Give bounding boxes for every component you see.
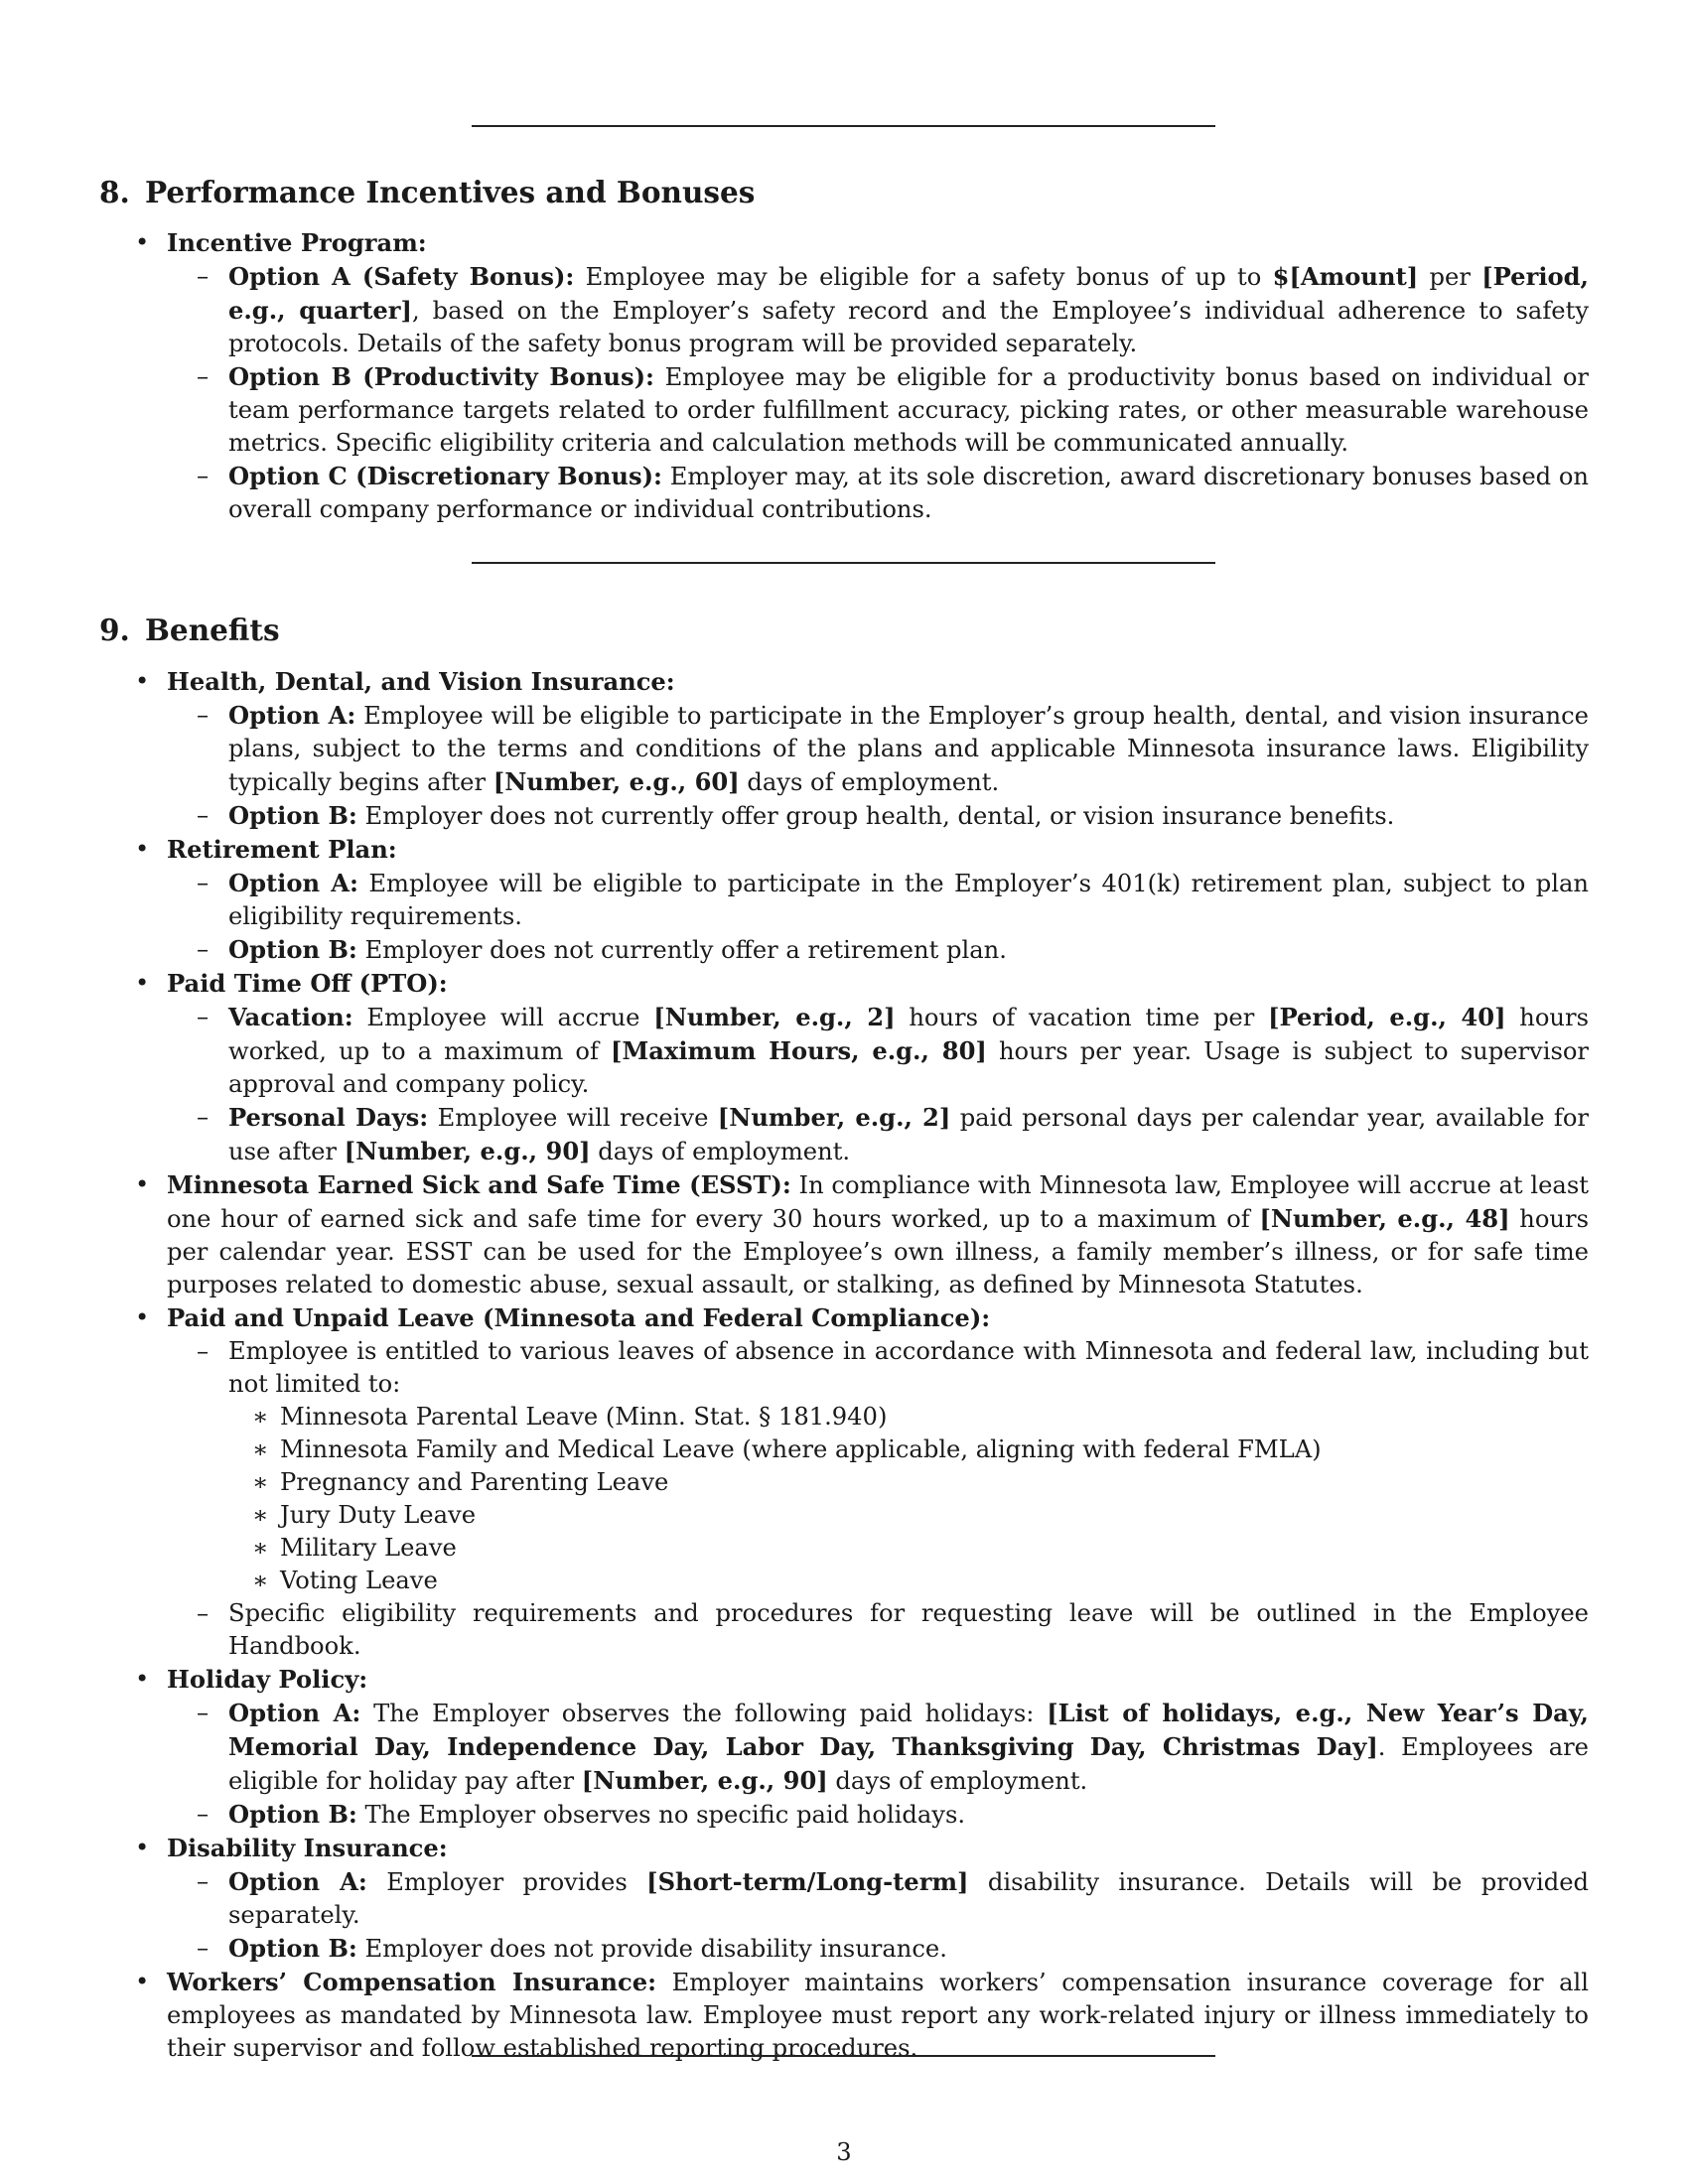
star-marker: ∗ bbox=[252, 1567, 269, 1594]
option-label: Option A: bbox=[228, 701, 356, 730]
dash-marker: – bbox=[197, 1337, 210, 1365]
option-text: Employer does not currently offer group health, dental, or vision insurance benefits. bbox=[356, 802, 1395, 830]
placeholder-number: [Number, e.g., 48] bbox=[1259, 1204, 1510, 1233]
bullet-marker: • bbox=[135, 1665, 150, 1693]
list-item-retirement-plan bbox=[99, 833, 1589, 967]
leave-type-item bbox=[228, 1499, 1589, 1532]
leave-intro-text: Employee is entitled to various leaves of absence in accordance with Minnesota and federal law, including but not limited to: bbox=[228, 1337, 1589, 1398]
list-item-leave bbox=[99, 1301, 1589, 1663]
holiday-option-a bbox=[167, 1697, 1589, 1798]
horizontal-rule bbox=[472, 2055, 1215, 2057]
leave-type-text: Jury Duty Leave bbox=[280, 1501, 477, 1529]
leave-type-text: Pregnancy and Parenting Leave bbox=[280, 1468, 669, 1496]
option-label: Vacation: bbox=[228, 1003, 353, 1031]
placeholder-term-type: [Short-term/Long-term] bbox=[646, 1867, 969, 1896]
section-number: 9. bbox=[99, 613, 130, 647]
option-text: . Employees are eligible for holiday pay after bbox=[228, 1733, 1589, 1795]
retirement-option-b bbox=[167, 933, 1589, 967]
item-label: Incentive Program: bbox=[167, 228, 427, 257]
section-9-body bbox=[99, 665, 1589, 2065]
star-marker: ∗ bbox=[252, 1501, 269, 1529]
option-label: Option A: bbox=[228, 1699, 361, 1727]
pto-vacation bbox=[167, 1001, 1589, 1101]
option-text: Employer provides bbox=[366, 1868, 647, 1896]
option-text: The Employer observes no specific paid holidays. bbox=[356, 1801, 966, 1829]
bullet-marker: • bbox=[135, 835, 150, 863]
option-text: Employer does not currently offer a retirement plan. bbox=[356, 936, 1007, 964]
leave-closing bbox=[167, 1597, 1589, 1663]
section-title: Performance Incentives and Bonuses bbox=[145, 175, 756, 209]
list-item-disability-insurance bbox=[99, 1832, 1589, 1966]
leave-type-text: Voting Leave bbox=[280, 1567, 438, 1594]
item-label: Health, Dental, and Vision Insurance: bbox=[167, 667, 675, 696]
placeholder-holiday-list: [List of holidays, e.g., New Year’s Day, Memorial Day, Independence Day, Labor Day, Thanksgiving Day, Christmas Day] bbox=[228, 1699, 1589, 1761]
star-marker: ∗ bbox=[252, 1403, 269, 1431]
placeholder-number: [Number, e.g., 60] bbox=[492, 767, 740, 796]
item-label: Paid and Unpaid Leave (Minnesota and Federal Compliance): bbox=[167, 1303, 991, 1332]
option-text: Employee will be eligible to participate in the Employer’s 401(k) retirement plan, subject to plan eligibility requirements. bbox=[228, 870, 1589, 930]
dash-marker: – bbox=[197, 869, 210, 896]
disability-option-b bbox=[167, 1932, 1589, 1966]
item-label: Minnesota Earned Sick and Safe Time (ESST): bbox=[167, 1170, 791, 1199]
section-number: 8. bbox=[99, 175, 130, 209]
leave-type-text: Minnesota Parental Leave (Minn. Stat. § 181.940) bbox=[280, 1403, 888, 1431]
bullet-marker: • bbox=[135, 1170, 150, 1198]
star-marker: ∗ bbox=[252, 1534, 269, 1562]
option-text: days of employment. bbox=[590, 1138, 851, 1165]
option-label: Personal Days: bbox=[228, 1103, 429, 1132]
option-label: Option A (Safety Bonus): bbox=[228, 262, 575, 291]
option-label: Option A: bbox=[228, 869, 358, 897]
option-label: Option A: bbox=[228, 1867, 367, 1896]
dash-marker: – bbox=[197, 462, 210, 489]
leave-type-text: Military Leave bbox=[280, 1534, 457, 1562]
placeholder-number: [Number, e.g., 90] bbox=[581, 1766, 828, 1795]
dash-marker: – bbox=[197, 1003, 210, 1030]
item-text: Employer maintains workers’ compensation insurance coverage for all employees as mandated by Minnesota law. Employee must report any work-related injury or illness immediately to their supervisor and follow established reporting procedures. bbox=[167, 1969, 1589, 2062]
option-label: Option B: bbox=[228, 1934, 357, 1963]
bullet-marker: • bbox=[135, 667, 150, 695]
bullet-marker: • bbox=[135, 1834, 150, 1861]
option-text: Employee will receive bbox=[428, 1104, 718, 1132]
bullet-marker: • bbox=[135, 1303, 150, 1331]
option-text: per bbox=[1418, 263, 1482, 291]
option-label: Option B: bbox=[228, 1800, 357, 1829]
option-a-safety-bonus bbox=[167, 260, 1589, 360]
placeholder-number: [Number, e.g., 2] bbox=[653, 1003, 896, 1031]
option-label: Option B: bbox=[228, 801, 357, 830]
retirement-option-a bbox=[167, 867, 1589, 933]
leave-type-item bbox=[228, 1532, 1589, 1565]
health-option-a bbox=[167, 699, 1589, 799]
placeholder-max-hours: [Maximum Hours, e.g., 80] bbox=[611, 1036, 987, 1065]
item-text: hours per calendar year. ESST can be used for the Employee’s own illness, a family member’s illness, or for safe time purposes related to domestic abuse, sexual assault, or stalking, as defined by Minnesota Statutes. bbox=[167, 1205, 1589, 1298]
dash-marker: – bbox=[197, 362, 210, 390]
item-text: In compliance with Minnesota law, Employee will accrue at least one hour of earned sick and safe time for every 30 hours worked, up to a maximum of bbox=[167, 1171, 1589, 1233]
leave-type-item bbox=[228, 1565, 1589, 1597]
leave-type-item bbox=[228, 1433, 1589, 1466]
option-text: Employee will be eligible to participate in the Employer’s group health, dental, and vision insurance plans, subject to the terms and conditions of the plans and applicable Minnesota insurance laws. Eligibility typically begins after bbox=[228, 702, 1589, 796]
option-text: Employer may, at its sole discretion, award discretionary bonuses based on overall company performance or individual contributions. bbox=[228, 463, 1589, 523]
dash-marker: – bbox=[197, 801, 210, 829]
bullet-marker: • bbox=[135, 228, 150, 256]
placeholder-number: [Number, e.g., 2] bbox=[717, 1103, 951, 1132]
item-label: Holiday Policy: bbox=[167, 1665, 368, 1694]
placeholder-amount: $[Amount] bbox=[1272, 262, 1419, 291]
health-option-b bbox=[167, 799, 1589, 833]
option-label: Option B (Productivity Bonus): bbox=[228, 362, 654, 391]
page-number: 3 bbox=[836, 2138, 852, 2166]
option-b-productivity-bonus bbox=[167, 360, 1589, 460]
option-text: days of employment. bbox=[739, 768, 1000, 796]
leave-type-item bbox=[228, 1466, 1589, 1499]
dash-marker: – bbox=[197, 701, 210, 729]
option-text: hours of vacation time per bbox=[895, 1004, 1269, 1031]
bullet-marker: • bbox=[135, 969, 150, 997]
item-label: Workers’ Compensation Insurance: bbox=[167, 1968, 657, 1996]
dash-marker: – bbox=[197, 1599, 210, 1627]
option-text: Employee may be eligible for a safety bonus of up to bbox=[574, 263, 1273, 291]
option-text: Employee may be eligible for a productivity bonus based on individual or team performance targets related to order fulfillment accuracy, picking rates, or other measurable warehouse metrics. Specific eligibility criteria and calculation methods will be communicated annually. bbox=[228, 363, 1589, 457]
list-item-health-insurance bbox=[99, 665, 1589, 833]
option-text: disability insurance. Details will be provided separately. bbox=[228, 1868, 1589, 1929]
star-marker: ∗ bbox=[252, 1435, 269, 1463]
placeholder-period: [Period, e.g., quarter] bbox=[228, 262, 1589, 325]
star-marker: ∗ bbox=[252, 1468, 269, 1496]
section-title: Benefits bbox=[145, 613, 280, 647]
holiday-option-b bbox=[167, 1798, 1589, 1832]
option-text: Employee will accrue bbox=[352, 1004, 654, 1031]
option-text: hours worked, up to a maximum of bbox=[228, 1004, 1589, 1065]
placeholder-number: [Number, e.g., 90] bbox=[344, 1137, 591, 1165]
option-c-discretionary-bonus bbox=[167, 460, 1589, 526]
list-item-pto bbox=[99, 967, 1589, 1168]
item-label: Retirement Plan: bbox=[167, 835, 397, 864]
list-item-holiday-policy bbox=[99, 1663, 1589, 1832]
disability-option-a bbox=[167, 1865, 1589, 1932]
placeholder-period: [Period, e.g., 40] bbox=[1268, 1003, 1506, 1031]
dash-marker: – bbox=[197, 1800, 210, 1828]
list-item-incentive-program bbox=[99, 226, 1589, 526]
item-label: Paid Time Off (PTO): bbox=[167, 969, 448, 998]
option-text: The Employer observes the following paid holidays: bbox=[360, 1700, 1048, 1727]
dash-marker: – bbox=[197, 935, 210, 963]
dash-marker: – bbox=[197, 1699, 210, 1726]
dash-marker: – bbox=[197, 1934, 210, 1962]
list-item-esst bbox=[99, 1168, 1589, 1301]
leave-type-text: Minnesota Family and Medical Leave (where applicable, aligning with federal FMLA) bbox=[280, 1435, 1322, 1463]
item-label: Disability Insurance: bbox=[167, 1834, 448, 1862]
section-heading-9 bbox=[99, 615, 280, 645]
option-label: Option B: bbox=[228, 935, 357, 964]
section-8-body bbox=[99, 226, 1589, 526]
option-text: hours per year. Usage is subject to supervisor approval and company policy. bbox=[228, 1037, 1589, 1098]
dash-marker: – bbox=[197, 1867, 210, 1895]
leave-intro bbox=[167, 1335, 1589, 1597]
dash-marker: – bbox=[197, 262, 210, 290]
horizontal-rule bbox=[472, 125, 1215, 127]
leave-type-item bbox=[228, 1401, 1589, 1433]
pto-personal-days bbox=[167, 1101, 1589, 1168]
dash-marker: – bbox=[197, 1103, 210, 1131]
option-text: Employer does not provide disability insurance. bbox=[356, 1935, 947, 1963]
option-label: Option C (Discretionary Bonus): bbox=[228, 462, 662, 490]
list-item-workers-compensation bbox=[99, 1966, 1589, 2065]
bullet-marker: • bbox=[135, 1968, 150, 1995]
option-text: , based on the Employer’s safety record and the Employee’s individual adherence to safety protocols. Details of the safety bonus program will be provided separately. bbox=[228, 297, 1589, 357]
leave-closing-text: Specific eligibility requirements and procedures for requesting leave will be outlined in the Employee Handbook. bbox=[228, 1599, 1589, 1660]
section-heading-8 bbox=[99, 175, 756, 209]
option-text: days of employment. bbox=[827, 1767, 1088, 1795]
option-text: paid personal days per calendar year, available for use after bbox=[228, 1104, 1589, 1165]
horizontal-rule bbox=[472, 562, 1215, 564]
